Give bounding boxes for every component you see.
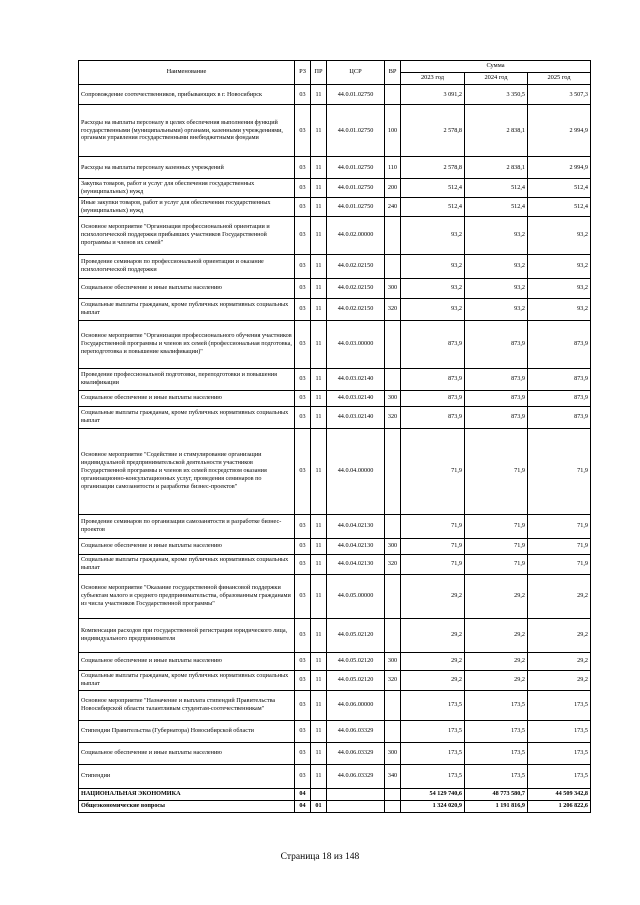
table-row xyxy=(79,788,591,800)
table-row xyxy=(79,197,591,216)
row-value-2023: 873,9 xyxy=(401,320,465,368)
row-value-2023: 512,4 xyxy=(401,197,465,216)
row-value-2023: 873,9 xyxy=(401,406,465,428)
row-pr: 11 xyxy=(311,85,327,105)
row-value-2023: 93,2 xyxy=(401,278,465,298)
row-rz: 03 xyxy=(295,390,311,406)
row-value-2025: 29,2 xyxy=(528,618,591,652)
row-pr: 11 xyxy=(311,690,327,720)
row-value-2024: 93,2 xyxy=(465,216,528,254)
row-csr: 44.0.01.02750 xyxy=(327,197,385,216)
row-vr xyxy=(385,618,401,652)
row-pr: 11 xyxy=(311,764,327,788)
row-value-2023: 873,9 xyxy=(401,368,465,390)
row-value-2024: 93,2 xyxy=(465,254,528,278)
table-row xyxy=(79,278,591,298)
header-vr: ВР xyxy=(385,61,401,85)
row-value-2023: 71,9 xyxy=(401,428,465,514)
row-vr: 200 xyxy=(385,179,401,198)
row-pr: 11 xyxy=(311,105,327,157)
row-csr: 44.0.02.00000 xyxy=(327,216,385,254)
row-value-2023: 54 129 740,6 xyxy=(401,788,465,800)
row-vr xyxy=(385,216,401,254)
table-row xyxy=(79,720,591,742)
row-value-2024: 173,5 xyxy=(465,764,528,788)
row-value-2024: 71,9 xyxy=(465,554,528,574)
row-name: Социальное обеспечение и иные выплаты населению xyxy=(79,742,295,764)
row-name: Расходы на выплаты персоналу казенных учреждений xyxy=(79,157,295,179)
row-csr: 44.0.03.02140 xyxy=(327,406,385,428)
row-vr xyxy=(385,428,401,514)
header-year-2023: 2023 год xyxy=(401,73,465,85)
table-row xyxy=(79,298,591,320)
row-value-2025: 29,2 xyxy=(528,574,591,618)
row-name: Закупка товаров, работ и услуг для обеспечения государственных (муниципальных) нужд xyxy=(79,179,295,198)
row-value-2025: 873,9 xyxy=(528,320,591,368)
row-value-2023: 173,5 xyxy=(401,720,465,742)
row-vr: 320 xyxy=(385,298,401,320)
row-value-2024: 29,2 xyxy=(465,670,528,690)
table-row xyxy=(79,320,591,368)
row-name: Социальные выплаты гражданам, кроме публичных нормативных социальных выплат xyxy=(79,298,295,320)
row-value-2024: 93,2 xyxy=(465,298,528,320)
row-pr: 11 xyxy=(311,390,327,406)
table-row xyxy=(79,652,591,670)
table-row xyxy=(79,538,591,554)
row-name: Стипендии Правительства (Губернатора) Новосибирской области xyxy=(79,720,295,742)
row-name: Общеэкономические вопросы xyxy=(79,800,295,812)
row-pr: 11 xyxy=(311,618,327,652)
row-pr: 11 xyxy=(311,298,327,320)
row-pr: 11 xyxy=(311,320,327,368)
row-pr: 11 xyxy=(311,574,327,618)
row-pr xyxy=(311,788,327,800)
row-value-2023: 29,2 xyxy=(401,574,465,618)
row-name: Основное мероприятие "Организация профессионального обучения участников Государственной программы и членов их семей (профессиональная подготовка, переподготовка и повышение квалификации)" xyxy=(79,320,295,368)
row-csr: 44.0.03.02140 xyxy=(327,368,385,390)
row-value-2024: 48 773 580,7 xyxy=(465,788,528,800)
table-row xyxy=(79,254,591,278)
row-name: Расходы на выплаты персоналу в целях обеспечения выполнения функций государственными (муниципальными) органами, казенными учреждениями, органами управления государственными внебюджетными фондами xyxy=(79,105,295,157)
row-value-2023: 71,9 xyxy=(401,538,465,554)
row-vr: 300 xyxy=(385,742,401,764)
header-csr: ЦСР xyxy=(327,61,385,85)
row-value-2024: 873,9 xyxy=(465,390,528,406)
row-rz: 03 xyxy=(295,179,311,198)
row-value-2023: 173,5 xyxy=(401,742,465,764)
row-csr: 44.0.02.02150 xyxy=(327,298,385,320)
row-name: Основное мероприятие "Содействие и стимулирование организации индивидуальной предпринимательской деятельности участников Государственной программы и членов их семей посредством оказания организационно-консультационных услуг, проведения семинаров по организации самозанятости и разработке бизнес-проектов" xyxy=(79,428,295,514)
row-value-2025: 2 994,9 xyxy=(528,157,591,179)
row-rz: 03 xyxy=(295,428,311,514)
row-name: Основное мероприятие "Организация профессиональной ориентации и психологической поддержки прибывших участников Государственной программы и членов их семей" xyxy=(79,216,295,254)
header-pr: ПР xyxy=(311,61,327,85)
row-pr: 11 xyxy=(311,216,327,254)
table-row xyxy=(79,105,591,157)
row-vr: 300 xyxy=(385,652,401,670)
row-value-2025: 512,4 xyxy=(528,197,591,216)
row-value-2025: 29,2 xyxy=(528,670,591,690)
row-pr: 11 xyxy=(311,179,327,198)
row-pr: 01 xyxy=(311,800,327,812)
table-row xyxy=(79,514,591,538)
row-rz: 03 xyxy=(295,320,311,368)
table-row xyxy=(79,428,591,514)
row-value-2025: 71,9 xyxy=(528,428,591,514)
table-row xyxy=(79,554,591,574)
row-name: Социальное обеспечение и иные выплаты населению xyxy=(79,652,295,670)
row-vr xyxy=(385,574,401,618)
row-value-2023: 2 578,8 xyxy=(401,157,465,179)
row-value-2024: 173,5 xyxy=(465,690,528,720)
row-rz: 03 xyxy=(295,157,311,179)
row-pr: 11 xyxy=(311,157,327,179)
table-row xyxy=(79,742,591,764)
row-rz: 03 xyxy=(295,254,311,278)
budget-table xyxy=(78,60,591,813)
row-rz: 03 xyxy=(295,197,311,216)
row-vr: 110 xyxy=(385,157,401,179)
row-value-2024: 29,2 xyxy=(465,652,528,670)
row-value-2025: 1 206 822,6 xyxy=(528,800,591,812)
row-value-2023: 93,2 xyxy=(401,216,465,254)
row-csr: 44.0.03.00000 xyxy=(327,320,385,368)
row-value-2025: 44 509 342,8 xyxy=(528,788,591,800)
row-name: Социальное обеспечение и иные выплаты населению xyxy=(79,278,295,298)
row-name: Основное мероприятие "Назначение и выплата стипендий Правительства Новосибирской области талантливым студентам-соотечественникам" xyxy=(79,690,295,720)
table-row xyxy=(79,157,591,179)
row-rz: 03 xyxy=(295,406,311,428)
header-name: Наименование xyxy=(79,61,295,85)
row-rz: 03 xyxy=(295,298,311,320)
row-value-2025: 71,9 xyxy=(528,538,591,554)
row-rz: 03 xyxy=(295,105,311,157)
row-rz: 03 xyxy=(295,574,311,618)
row-pr: 11 xyxy=(311,652,327,670)
row-value-2023: 173,5 xyxy=(401,764,465,788)
row-value-2025: 173,5 xyxy=(528,690,591,720)
table-row xyxy=(79,690,591,720)
row-value-2024: 29,2 xyxy=(465,574,528,618)
table-row xyxy=(79,670,591,690)
row-rz: 03 xyxy=(295,85,311,105)
row-value-2024: 3 350,5 xyxy=(465,85,528,105)
table-row xyxy=(79,764,591,788)
row-vr xyxy=(385,368,401,390)
row-name: Компенсация расходов при государственной регистрации юридического лица, индивидуального предпринимателя xyxy=(79,618,295,652)
row-value-2023: 29,2 xyxy=(401,670,465,690)
row-value-2024: 512,4 xyxy=(465,179,528,198)
row-pr: 11 xyxy=(311,368,327,390)
row-vr: 300 xyxy=(385,390,401,406)
row-value-2023: 71,9 xyxy=(401,514,465,538)
row-value-2024: 71,9 xyxy=(465,428,528,514)
table-row xyxy=(79,574,591,618)
row-value-2023: 173,5 xyxy=(401,690,465,720)
row-csr: 44.0.02.02150 xyxy=(327,254,385,278)
row-csr: 44.0.05.02120 xyxy=(327,618,385,652)
row-vr: 320 xyxy=(385,554,401,574)
row-vr: 240 xyxy=(385,197,401,216)
row-csr: 44.0.01.02750 xyxy=(327,179,385,198)
row-rz: 03 xyxy=(295,742,311,764)
table-row xyxy=(79,618,591,652)
row-rz: 03 xyxy=(295,652,311,670)
row-value-2023: 29,2 xyxy=(401,652,465,670)
row-value-2023: 1 324 020,9 xyxy=(401,800,465,812)
row-vr xyxy=(385,514,401,538)
row-name: Основное мероприятие "Оказание государственной финансовой поддержки субъектам малого и среднего предпринимательства, образованным гражданами из числа участников Государственной программы" xyxy=(79,574,295,618)
row-name: Социальное обеспечение и иные выплаты населению xyxy=(79,390,295,406)
table-row xyxy=(79,406,591,428)
row-csr: 44.0.05.00000 xyxy=(327,574,385,618)
row-value-2025: 873,9 xyxy=(528,406,591,428)
row-vr: 320 xyxy=(385,670,401,690)
header-year-2024: 2024 год xyxy=(465,73,528,85)
row-csr: 44.0.04.00000 xyxy=(327,428,385,514)
row-csr: 44.0.05.02120 xyxy=(327,670,385,690)
page-number: Страница 18 из 148 xyxy=(280,852,360,862)
row-pr: 11 xyxy=(311,554,327,574)
row-value-2023: 29,2 xyxy=(401,618,465,652)
row-name: Сопровождение соотечественников, прибывающих в г. Новосибирск xyxy=(79,85,295,105)
row-vr xyxy=(385,85,401,105)
table-row xyxy=(79,179,591,198)
row-csr: 44.0.06.03329 xyxy=(327,720,385,742)
header-rz: РЗ xyxy=(295,61,311,85)
row-vr xyxy=(385,788,401,800)
row-value-2023: 873,9 xyxy=(401,390,465,406)
row-value-2025: 873,9 xyxy=(528,390,591,406)
row-name: Проведение семинаров по профессиональной ориентации и оказание психологической поддержки xyxy=(79,254,295,278)
row-rz: 03 xyxy=(295,670,311,690)
row-value-2025: 3 507,3 xyxy=(528,85,591,105)
row-pr: 11 xyxy=(311,406,327,428)
row-csr xyxy=(327,800,385,812)
row-name: Иные закупки товаров, работ и услуг для обеспечения государственных (муниципальных) нужд xyxy=(79,197,295,216)
header-year-2025: 2025 год xyxy=(528,73,591,85)
row-csr: 44.0.03.02140 xyxy=(327,390,385,406)
row-value-2024: 873,9 xyxy=(465,406,528,428)
row-csr: 44.0.04.02130 xyxy=(327,514,385,538)
row-value-2023: 3 091,2 xyxy=(401,85,465,105)
row-rz: 03 xyxy=(295,554,311,574)
row-value-2025: 173,5 xyxy=(528,742,591,764)
row-pr: 11 xyxy=(311,278,327,298)
row-value-2023: 93,2 xyxy=(401,254,465,278)
row-value-2025: 71,9 xyxy=(528,554,591,574)
row-value-2024: 173,5 xyxy=(465,720,528,742)
row-csr: 44.0.06.03329 xyxy=(327,764,385,788)
table-row xyxy=(79,216,591,254)
row-value-2025: 2 994,9 xyxy=(528,105,591,157)
row-vr: 300 xyxy=(385,278,401,298)
row-value-2023: 71,9 xyxy=(401,554,465,574)
row-vr: 320 xyxy=(385,406,401,428)
row-name: Проведение семинаров по организации самозанятости и разработке бизнес-проектов xyxy=(79,514,295,538)
row-value-2025: 29,2 xyxy=(528,652,591,670)
row-value-2024: 71,9 xyxy=(465,538,528,554)
row-value-2024: 512,4 xyxy=(465,197,528,216)
row-pr: 11 xyxy=(311,428,327,514)
row-pr: 11 xyxy=(311,197,327,216)
row-rz: 04 xyxy=(295,800,311,812)
row-value-2025: 71,9 xyxy=(528,514,591,538)
row-value-2023: 2 578,8 xyxy=(401,105,465,157)
row-name: Стипендии xyxy=(79,764,295,788)
row-pr: 11 xyxy=(311,538,327,554)
row-csr: 44.0.05.02120 xyxy=(327,652,385,670)
row-name: НАЦИОНАЛЬНАЯ ЭКОНОМИКА xyxy=(79,788,295,800)
table-row xyxy=(79,390,591,406)
row-value-2025: 173,5 xyxy=(528,764,591,788)
row-rz: 03 xyxy=(295,514,311,538)
row-csr: 44.0.01.02750 xyxy=(327,157,385,179)
row-pr: 11 xyxy=(311,514,327,538)
row-value-2025: 93,2 xyxy=(528,216,591,254)
header-sum: Сумма xyxy=(401,61,591,73)
row-csr: 44.0.06.00000 xyxy=(327,690,385,720)
row-value-2025: 93,2 xyxy=(528,254,591,278)
table-header xyxy=(79,61,591,85)
row-pr: 11 xyxy=(311,254,327,278)
row-vr xyxy=(385,254,401,278)
row-value-2024: 93,2 xyxy=(465,278,528,298)
table-row xyxy=(79,368,591,390)
row-name: Социальные выплаты гражданам, кроме публичных нормативных социальных выплат xyxy=(79,406,295,428)
row-vr xyxy=(385,800,401,812)
row-vr xyxy=(385,320,401,368)
row-name: Социальные выплаты гражданам, кроме публичных нормативных социальных выплат xyxy=(79,554,295,574)
row-csr: 44.0.02.02150 xyxy=(327,278,385,298)
row-csr: 44.0.01.02750 xyxy=(327,85,385,105)
table-row xyxy=(79,800,591,812)
row-value-2024: 873,9 xyxy=(465,320,528,368)
row-rz: 03 xyxy=(295,764,311,788)
row-csr xyxy=(327,788,385,800)
row-value-2024: 173,5 xyxy=(465,742,528,764)
row-value-2024: 1 191 816,9 xyxy=(465,800,528,812)
row-value-2025: 93,2 xyxy=(528,298,591,320)
row-value-2025: 93,2 xyxy=(528,278,591,298)
row-vr xyxy=(385,720,401,742)
table-row xyxy=(79,85,591,105)
row-rz: 03 xyxy=(295,690,311,720)
row-name: Социальное обеспечение и иные выплаты населению xyxy=(79,538,295,554)
row-rz: 03 xyxy=(295,720,311,742)
row-csr: 44.0.04.02130 xyxy=(327,554,385,574)
table-body xyxy=(79,85,591,813)
row-csr: 44.0.01.02750 xyxy=(327,105,385,157)
row-value-2024: 71,9 xyxy=(465,514,528,538)
row-csr: 44.0.06.03329 xyxy=(327,742,385,764)
row-value-2025: 173,5 xyxy=(528,720,591,742)
row-rz: 03 xyxy=(295,368,311,390)
row-rz: 03 xyxy=(295,216,311,254)
row-name: Проведение профессиональной подготовки, переподготовки и повышения квалификации xyxy=(79,368,295,390)
row-rz: 03 xyxy=(295,278,311,298)
row-value-2023: 512,4 xyxy=(401,179,465,198)
row-vr: 300 xyxy=(385,538,401,554)
row-value-2024: 29,2 xyxy=(465,618,528,652)
row-pr: 11 xyxy=(311,720,327,742)
row-value-2025: 873,9 xyxy=(528,368,591,390)
row-value-2023: 93,2 xyxy=(401,298,465,320)
row-rz: 03 xyxy=(295,538,311,554)
row-vr: 340 xyxy=(385,764,401,788)
row-vr xyxy=(385,690,401,720)
row-pr: 11 xyxy=(311,670,327,690)
row-pr: 11 xyxy=(311,742,327,764)
row-rz: 03 xyxy=(295,618,311,652)
row-value-2024: 873,9 xyxy=(465,368,528,390)
row-value-2025: 512,4 xyxy=(528,179,591,198)
row-name: Социальные выплаты гражданам, кроме публичных нормативных социальных выплат xyxy=(79,670,295,690)
row-value-2024: 2 838,1 xyxy=(465,105,528,157)
row-csr: 44.0.04.02130 xyxy=(327,538,385,554)
row-vr: 100 xyxy=(385,105,401,157)
row-rz: 04 xyxy=(295,788,311,800)
row-value-2024: 2 838,1 xyxy=(465,157,528,179)
